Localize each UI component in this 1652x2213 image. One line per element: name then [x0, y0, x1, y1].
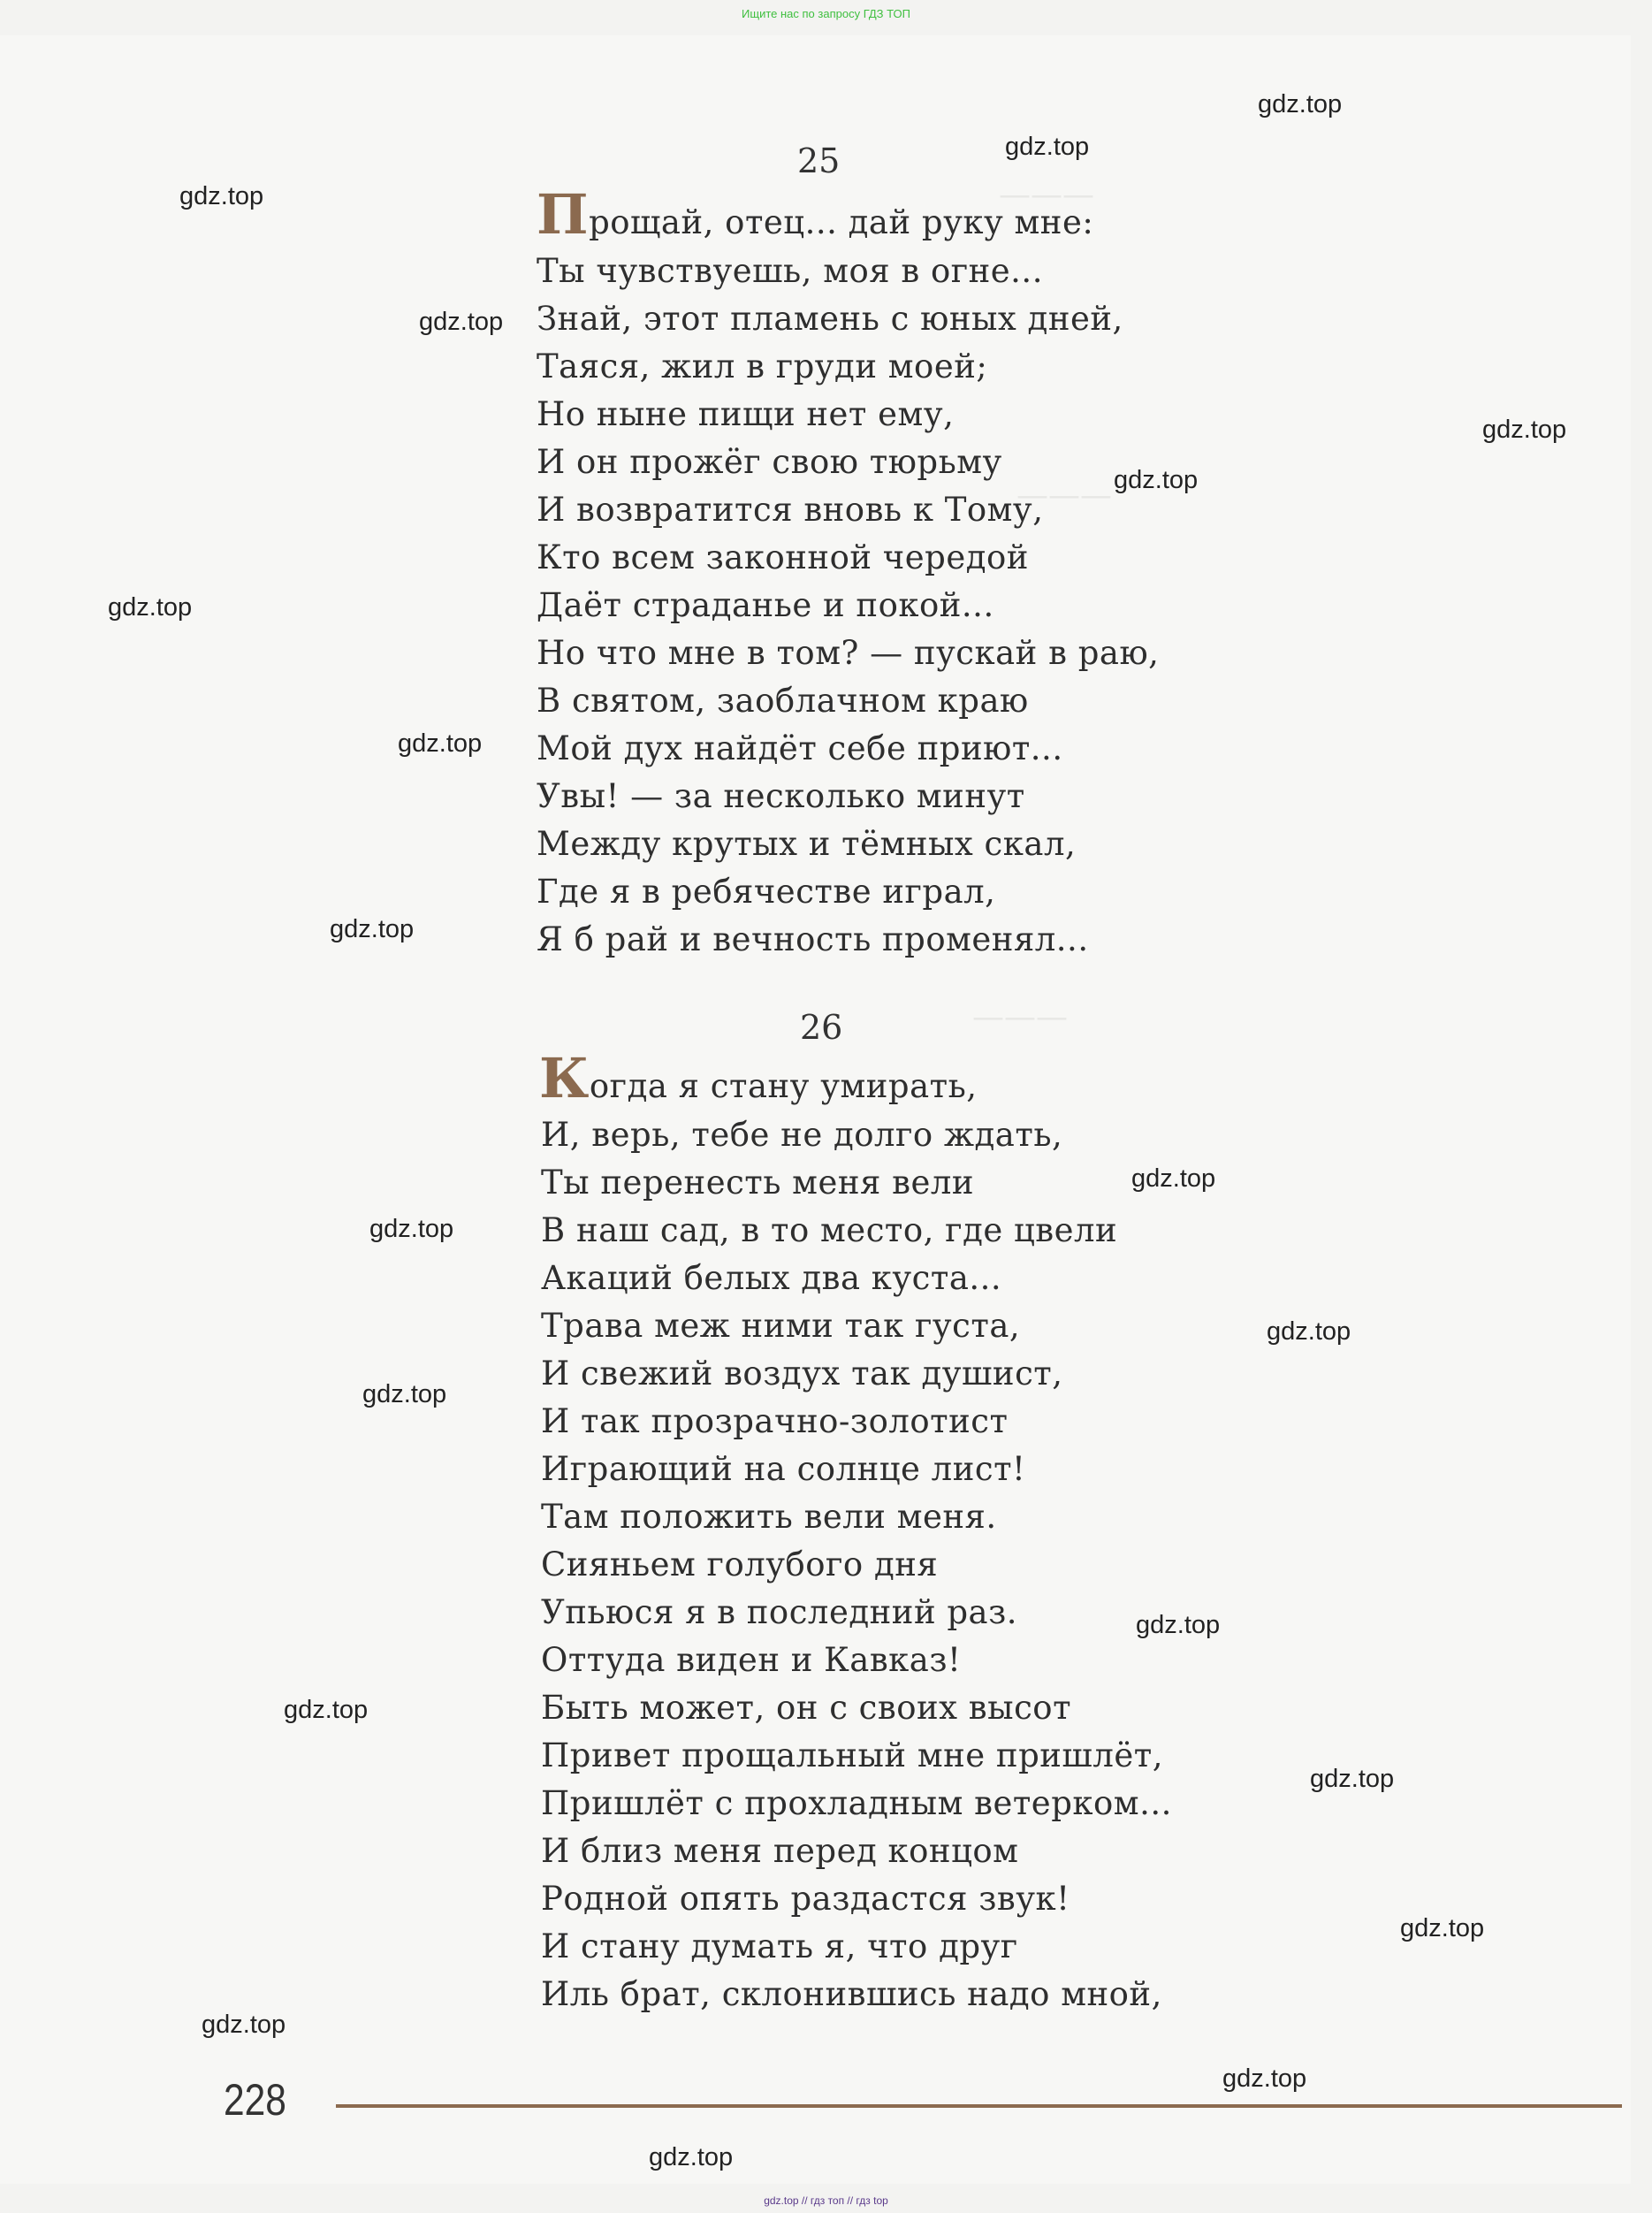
watermark: gdz.top [1400, 1914, 1485, 1942]
watermark: gdz.top [419, 308, 504, 336]
watermark: gdz.top [1005, 133, 1090, 161]
poem-line: Иль брат, склонившись надо мной, [541, 1975, 1162, 2013]
poem-line: Но ныне пищи нет ему, [537, 395, 955, 433]
watermark: gdz.top [369, 1215, 454, 1243]
poem-line: Но что мне в том? — пускай в раю, [537, 634, 1160, 672]
poem-line: Ты перенесть меня вели [541, 1164, 975, 1202]
drop-cap: П [537, 182, 590, 247]
watermark: gdz.top [1310, 1765, 1395, 1793]
watermark: gdz.top [202, 2011, 286, 2039]
drop-cap: К [539, 1046, 590, 1110]
poem-line: В святом, заоблачном краю [537, 682, 1029, 720]
watermark: gdz.top [1114, 466, 1199, 494]
poem-line: И, верь, тебе не долго ждать, [541, 1116, 1063, 1154]
poem-line: Быть может, он с своих высот [541, 1689, 1072, 1727]
bleed-through: ——— [1016, 477, 1112, 514]
page-number: 228 [224, 2075, 286, 2125]
poem-line: Я б рай и вечность променял... [537, 920, 1089, 958]
stanza-26-number: 26 [800, 1008, 843, 1047]
stanza-26-first-line [539, 1046, 978, 1110]
watermark: gdz.top [362, 1380, 447, 1408]
watermark: gdz.top [398, 729, 483, 758]
watermark: gdz.top [1136, 1611, 1221, 1639]
poem-line: И возвратится вновь к Тому, [537, 491, 1044, 529]
poem-line: Знай, этот пламень с юных дней, [537, 300, 1123, 338]
poem-line: Упьюся я в последний раз. [541, 1593, 1018, 1631]
poem-line: И свежий воздух так душист, [541, 1355, 1063, 1393]
poem-line: Трава меж ними так густа, [541, 1307, 1021, 1345]
poem-line: Родной опять раздастся звук! [541, 1880, 1070, 1918]
watermark: gdz.top [1131, 1164, 1216, 1193]
poem-line: Между крутых и тёмных скал, [537, 825, 1077, 863]
poem-line: И он прожёг свою тюрьму [537, 443, 1002, 481]
poem-line: Там положить вели меня. [541, 1498, 997, 1536]
poem-line: Играющий на солнце лист! [541, 1450, 1026, 1488]
poem-line: И так прозрачно-золотист [541, 1402, 1009, 1440]
poem-line: Увы! — за несколько минут [537, 777, 1025, 815]
poem-line: Таяся, жил в груди моей; [537, 347, 988, 385]
poem-line: Кто всем законной чередой [537, 538, 1029, 576]
poem-line: В наш сад, в то место, где цвели [541, 1211, 1118, 1249]
poem-line: Где я в ребячестве играл, [537, 873, 996, 911]
watermark: gdz.top [1267, 1317, 1351, 1346]
watermark: gdz.top [284, 1696, 369, 1724]
poem-line: Мой дух найдёт себе приют... [537, 729, 1063, 767]
poem-line: Сияньем голубого дня [541, 1545, 939, 1583]
watermark: gdz.top [108, 593, 193, 622]
poem-line: Оттуда виден и Кавказ! [541, 1641, 962, 1679]
poem-line: Пришлёт с прохладным ветерком... [541, 1784, 1172, 1822]
stanza-25-number: 25 [797, 141, 841, 180]
watermark: gdz.top [1222, 2064, 1307, 2093]
poem-line: Акаций белых два куста... [541, 1259, 1002, 1297]
footer-banner: gdz.top // гдз топ // гдз top [764, 2194, 888, 2207]
top-banner: Ищите нас по запросу ГДЗ ТОП [742, 7, 910, 20]
poem-line: Привет прощальный мне пришлёт, [541, 1736, 1163, 1774]
footer-rule [336, 2104, 1622, 2108]
bleed-through: ——— [999, 177, 1094, 213]
poem-line: И стану думать я, что друг [541, 1927, 1018, 1965]
first-line-text: рощай, отец... дай руку мне: [589, 203, 1094, 241]
watermark: gdz.top [179, 182, 264, 210]
first-line-text: огда я стану умирать, [589, 1067, 978, 1105]
poem-line: Даёт страданье и покой... [537, 586, 994, 624]
poem-line: Ты чувствуешь, моя в огне... [537, 252, 1043, 290]
watermark: gdz.top [1482, 416, 1567, 444]
watermark: gdz.top [330, 915, 415, 943]
watermark: gdz.top [649, 2143, 734, 2171]
bleed-through: ——— [972, 999, 1068, 1035]
watermark: gdz.top [1258, 90, 1343, 118]
poem-line: И близ меня перед концом [541, 1832, 1019, 1870]
stanza-25-first-line [537, 182, 1094, 247]
